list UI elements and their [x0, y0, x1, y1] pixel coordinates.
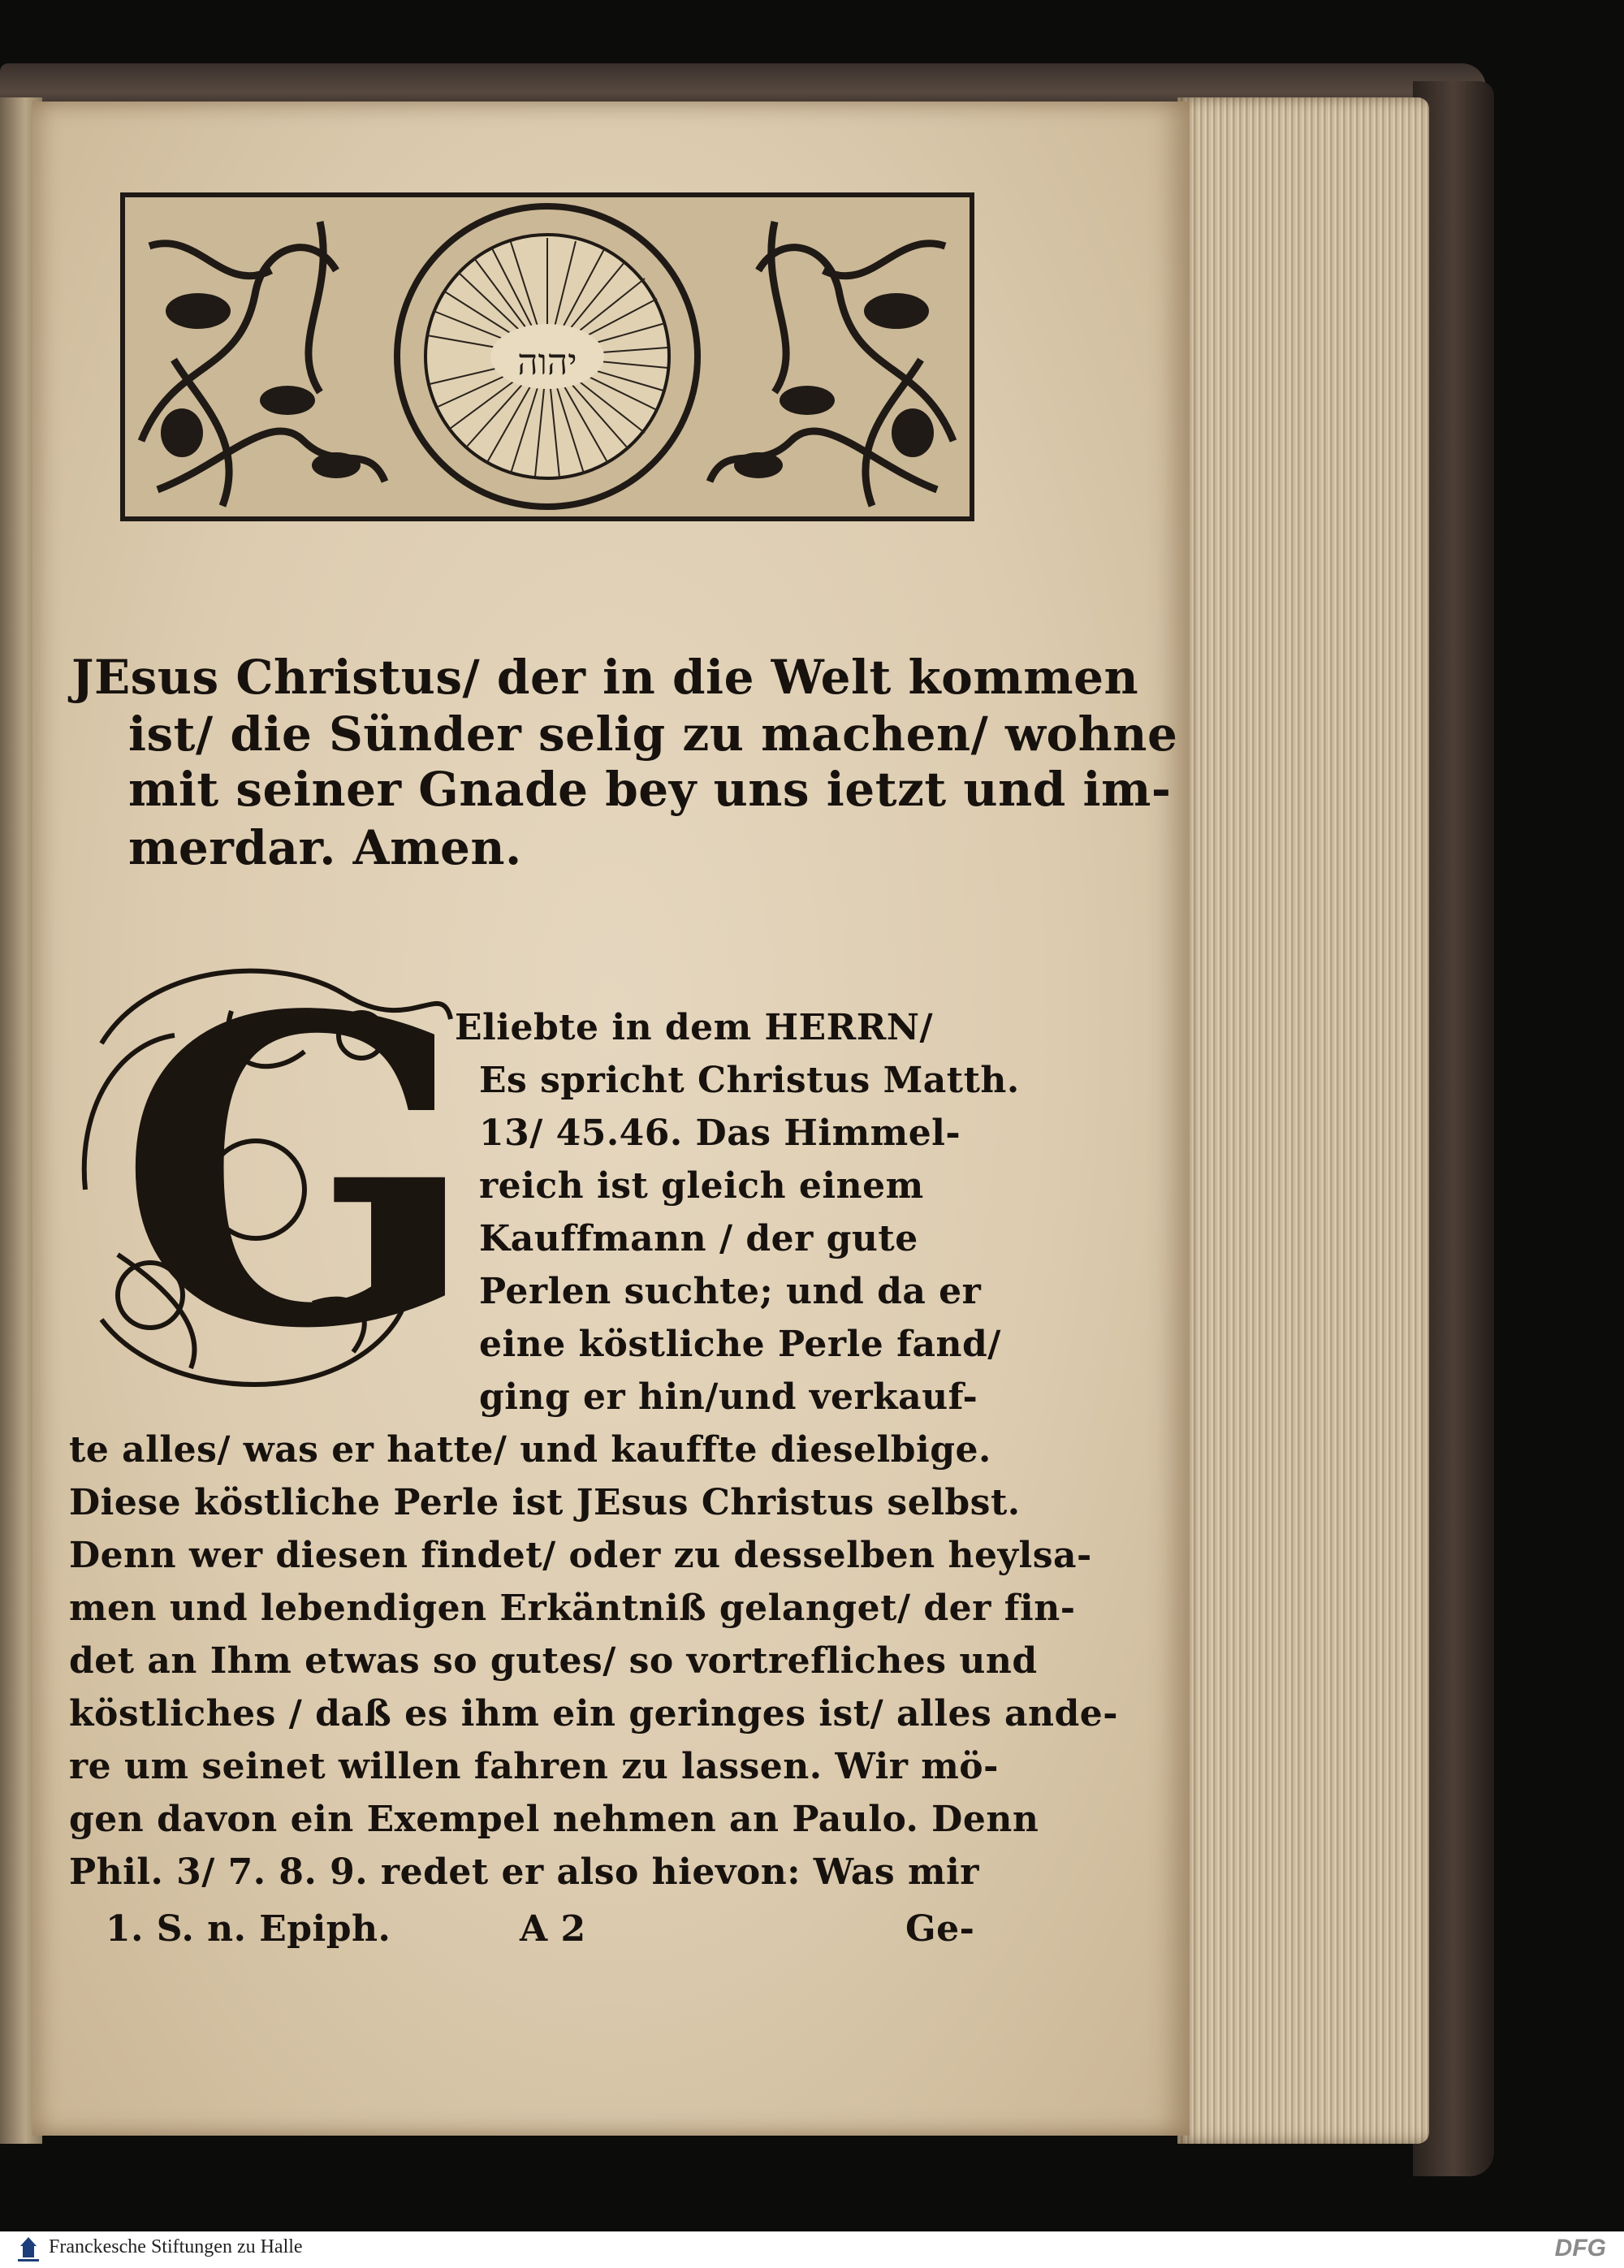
decorated-initial [69, 925, 479, 1421]
body-line: Diese köstliche Perle ist JEsus Christus selbst. [69, 1482, 1021, 1523]
body-line: gen davon ein Exempel nehmen an Paulo. Denn [69, 1799, 1039, 1840]
body-line: Es spricht Christus Matth. [479, 1060, 1020, 1101]
initial-letter: G [118, 925, 479, 1421]
body-line: köstliches / daß es ihm ein geringes ist/ alles ande- [69, 1693, 1119, 1734]
body-line: men und lebendigen Erkäntniß gelanget/ der fin- [69, 1588, 1076, 1629]
body-line: Eliebte in dem HERRN/ [455, 1007, 934, 1048]
page-stack-edge [1177, 97, 1429, 2144]
body-line: ging er hin/und verkauf- [479, 1376, 978, 1418]
body-line: te alles/ was er hatte/ und kauffte dieselbige. [69, 1429, 991, 1471]
body-line: eine köstliche Perle fand/ [479, 1324, 1001, 1365]
intro-line: JEsus Christus/ der in die Welt kommen [71, 650, 1139, 705]
catchword: Ge- [905, 1908, 975, 1950]
body-line: Denn wer diesen findet/ oder zu desselben heylsa- [69, 1535, 1092, 1576]
intro-line: mit seiner Gnade bey uns ietzt und im- [128, 762, 1172, 817]
institution-name: Franckesche Stiftungen zu Halle [49, 2236, 303, 2257]
body-line: re um seinet willen fahren zu lassen. Wir mö- [69, 1746, 999, 1787]
tetragrammaton-text: יהוה [517, 342, 577, 383]
intro-line: merdar. Amen. [128, 820, 522, 875]
body-line: det an Ihm etwas so gutes/ so vortrefliches und [69, 1640, 1038, 1682]
woodcut-headpiece [120, 192, 974, 521]
institution-logo-icon [15, 2235, 42, 2264]
signature-mark: A 2 [520, 1908, 586, 1950]
body-line: Phil. 3/ 7. 8. 9. redet er also hievon: Was mir [69, 1851, 979, 1893]
body-line: 13/ 45.46. Das Himmel- [479, 1112, 961, 1154]
body-line: Kauffmann / der gute [479, 1218, 918, 1259]
intro-line: ist/ die Sünder selig zu machen/ wohne [128, 706, 1178, 762]
body-line: reich ist gleich einem [479, 1165, 924, 1207]
running-footer: 1. S. n. Epiph. [106, 1908, 391, 1950]
body-line: Perlen suchte; und da er [479, 1271, 982, 1312]
dfg-logo: DFG [1554, 2235, 1606, 2262]
